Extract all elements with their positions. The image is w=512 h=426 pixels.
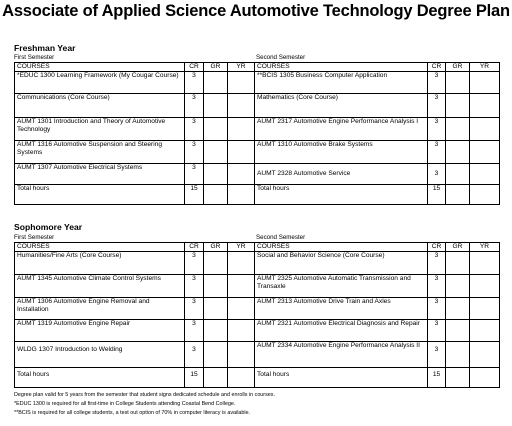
year-cell <box>470 275 500 298</box>
course-cell: Social and Behavior Science (Core Course) <box>255 252 428 275</box>
total-hours: 15 <box>185 368 204 388</box>
cr-column-header: CR <box>428 243 446 252</box>
freshman-course-table <box>14 62 500 205</box>
table-row <box>15 164 500 185</box>
course-cell: AUMT 1345 Automotive Climate Control Systems <box>15 275 185 298</box>
course-column-header: COURSES <box>255 243 428 252</box>
yr-column-header: YR <box>228 63 255 72</box>
year-cell <box>470 164 500 185</box>
grade-cell <box>204 320 228 342</box>
grade-cell <box>204 185 228 205</box>
credit-cell: 3 <box>185 118 204 141</box>
credit-cell: 3 <box>185 164 204 185</box>
grade-cell <box>204 298 228 320</box>
table-row <box>15 275 500 298</box>
credit-cell: 3 <box>428 320 446 342</box>
year-cell <box>228 94 255 118</box>
credit-cell: 3 <box>428 342 446 368</box>
grade-cell <box>204 94 228 118</box>
year-cell <box>228 342 255 368</box>
table-row <box>15 252 500 275</box>
year-cell <box>228 275 255 298</box>
cr-column-header: CR <box>185 243 204 252</box>
year-cell <box>470 118 500 141</box>
table-row <box>15 72 500 94</box>
gr-column-header: GR <box>446 63 470 72</box>
course-cell: WLDG 1307 Introduction to Welding <box>15 342 185 368</box>
course-cell: AUMT 2321 Automotive Electrical Diagnosis and Repair <box>255 320 428 342</box>
table-row <box>15 298 500 320</box>
total-row <box>15 368 500 388</box>
grade-cell <box>204 342 228 368</box>
grade-cell <box>446 342 470 368</box>
grade-cell <box>446 164 470 185</box>
course-cell: Humanities/Fine Arts (Core Course) <box>15 252 185 275</box>
year-cell <box>470 141 500 164</box>
grade-cell <box>446 275 470 298</box>
grade-cell <box>204 141 228 164</box>
grade-cell <box>204 368 228 388</box>
educ-requirement-note: *EDUC 1300 is required for all first-time in College Students attending Coastal Bend College. <box>14 401 236 407</box>
credit-cell: 3 <box>428 164 446 185</box>
course-cell: AUMT 1306 Automotive Engine Removal and Installation <box>15 298 185 320</box>
total-row <box>15 185 500 205</box>
year-cell <box>228 118 255 141</box>
grade-cell <box>446 185 470 205</box>
course-cell: *EDUC 1300 Learning Framework (My Cougar Course) <box>15 72 185 94</box>
credit-cell: 3 <box>185 94 204 118</box>
course-cell: AUMT 1307 Automotive Electrical Systems <box>15 164 185 185</box>
credit-cell: 3 <box>185 342 204 368</box>
credit-cell: 3 <box>185 141 204 164</box>
grade-cell <box>204 252 228 275</box>
credit-cell: 3 <box>185 252 204 275</box>
table-row <box>15 118 500 141</box>
grade-cell <box>204 275 228 298</box>
sophomore-second-semester-label: Second Semester <box>256 234 306 241</box>
freshman-second-semester-label: Second Semester <box>256 54 306 61</box>
grade-cell <box>446 94 470 118</box>
sophomore-year-heading: Sophomore Year <box>14 222 83 232</box>
year-cell <box>228 320 255 342</box>
credit-cell: 3 <box>428 72 446 94</box>
freshman-header-row <box>15 63 500 72</box>
year-cell <box>228 185 255 205</box>
total-label: Total hours <box>15 185 185 205</box>
gr-column-header: GR <box>204 243 228 252</box>
sophomore-header-row <box>15 243 500 252</box>
credit-cell: 3 <box>428 94 446 118</box>
sophomore-first-semester-label: First Semester <box>14 234 55 241</box>
course-cell: Communications (Core Course) <box>15 94 185 118</box>
total-hours: 15 <box>185 185 204 205</box>
year-cell <box>470 320 500 342</box>
total-label: Total hours <box>15 368 185 388</box>
total-hours: 15 <box>428 185 446 205</box>
grade-cell <box>204 118 228 141</box>
grade-cell <box>204 72 228 94</box>
table-row <box>15 320 500 342</box>
bcis-requirement-note: **BCIS is required for all college students, a test out option of 70% in computer literacy is available. <box>14 410 251 416</box>
year-cell <box>228 368 255 388</box>
course-cell: AUMT 2313 Automotive Drive Train and Axles <box>255 298 428 320</box>
grade-cell <box>446 368 470 388</box>
freshman-first-semester-label: First Semester <box>14 54 55 61</box>
course-cell: Mathematics (Core Course) <box>255 94 428 118</box>
course-cell: AUMT 2317 Automotive Engine Performance Analysis I <box>255 118 428 141</box>
course-column-header: COURSES <box>15 63 185 72</box>
credit-cell: 3 <box>185 275 204 298</box>
credit-cell: 3 <box>428 141 446 164</box>
course-cell: AUMT 2328 Automotive Service <box>255 164 428 185</box>
course-cell: AUMT 1310 Automotive Brake Systems <box>255 141 428 164</box>
grade-cell <box>446 298 470 320</box>
validity-note: Degree plan valid for 5 years from the semester that student signs dedicated schedule and enrolls in courses. <box>14 392 275 398</box>
total-label: Total hours <box>255 368 428 388</box>
grade-cell <box>446 72 470 94</box>
course-cell: AUMT 2325 Automotive Automatic Transmission and Transaxle <box>255 275 428 298</box>
credit-cell: 3 <box>185 320 204 342</box>
year-cell <box>470 298 500 320</box>
year-cell <box>470 342 500 368</box>
year-cell <box>228 252 255 275</box>
credit-cell: 3 <box>428 298 446 320</box>
sophomore-course-table <box>14 242 500 388</box>
year-cell <box>470 252 500 275</box>
gr-column-header: GR <box>446 243 470 252</box>
table-row <box>15 342 500 368</box>
yr-column-header: YR <box>228 243 255 252</box>
year-cell <box>470 94 500 118</box>
freshman-year-heading: Freshman Year <box>14 43 76 53</box>
grade-cell <box>446 320 470 342</box>
page-title: Associate of Applied Science Automotive Technology Degree Plan <box>2 2 510 20</box>
total-label: Total hours <box>255 185 428 205</box>
credit-cell: 3 <box>428 118 446 141</box>
credit-cell: 3 <box>185 72 204 94</box>
year-cell <box>228 164 255 185</box>
yr-column-header: YR <box>470 63 500 72</box>
course-cell: AUMT 1316 Automotive Suspension and Steering Systems <box>15 141 185 164</box>
credit-cell: 3 <box>428 252 446 275</box>
year-cell <box>470 185 500 205</box>
credit-cell: 3 <box>428 275 446 298</box>
course-cell: AUMT 1301 Introduction and Theory of Automotive Technology <box>15 118 185 141</box>
grade-cell <box>204 164 228 185</box>
year-cell <box>470 72 500 94</box>
year-cell <box>228 72 255 94</box>
year-cell <box>470 368 500 388</box>
course-cell: **BCIS 1305 Business Computer Application <box>255 72 428 94</box>
grade-cell <box>446 141 470 164</box>
course-cell: AUMT 2334 Automotive Engine Performance Analysis II <box>255 342 428 368</box>
course-column-header: COURSES <box>255 63 428 72</box>
yr-column-header: YR <box>470 243 500 252</box>
grade-cell <box>446 252 470 275</box>
grade-cell <box>446 118 470 141</box>
cr-column-header: CR <box>185 63 204 72</box>
course-column-header: COURSES <box>15 243 185 252</box>
year-cell <box>228 141 255 164</box>
year-cell <box>228 298 255 320</box>
table-row <box>15 94 500 118</box>
course-cell: AUMT 1319 Automotive Engine Repair <box>15 320 185 342</box>
table-row <box>15 141 500 164</box>
cr-column-header: CR <box>428 63 446 72</box>
credit-cell: 3 <box>185 298 204 320</box>
gr-column-header: GR <box>204 63 228 72</box>
total-hours: 15 <box>428 368 446 388</box>
